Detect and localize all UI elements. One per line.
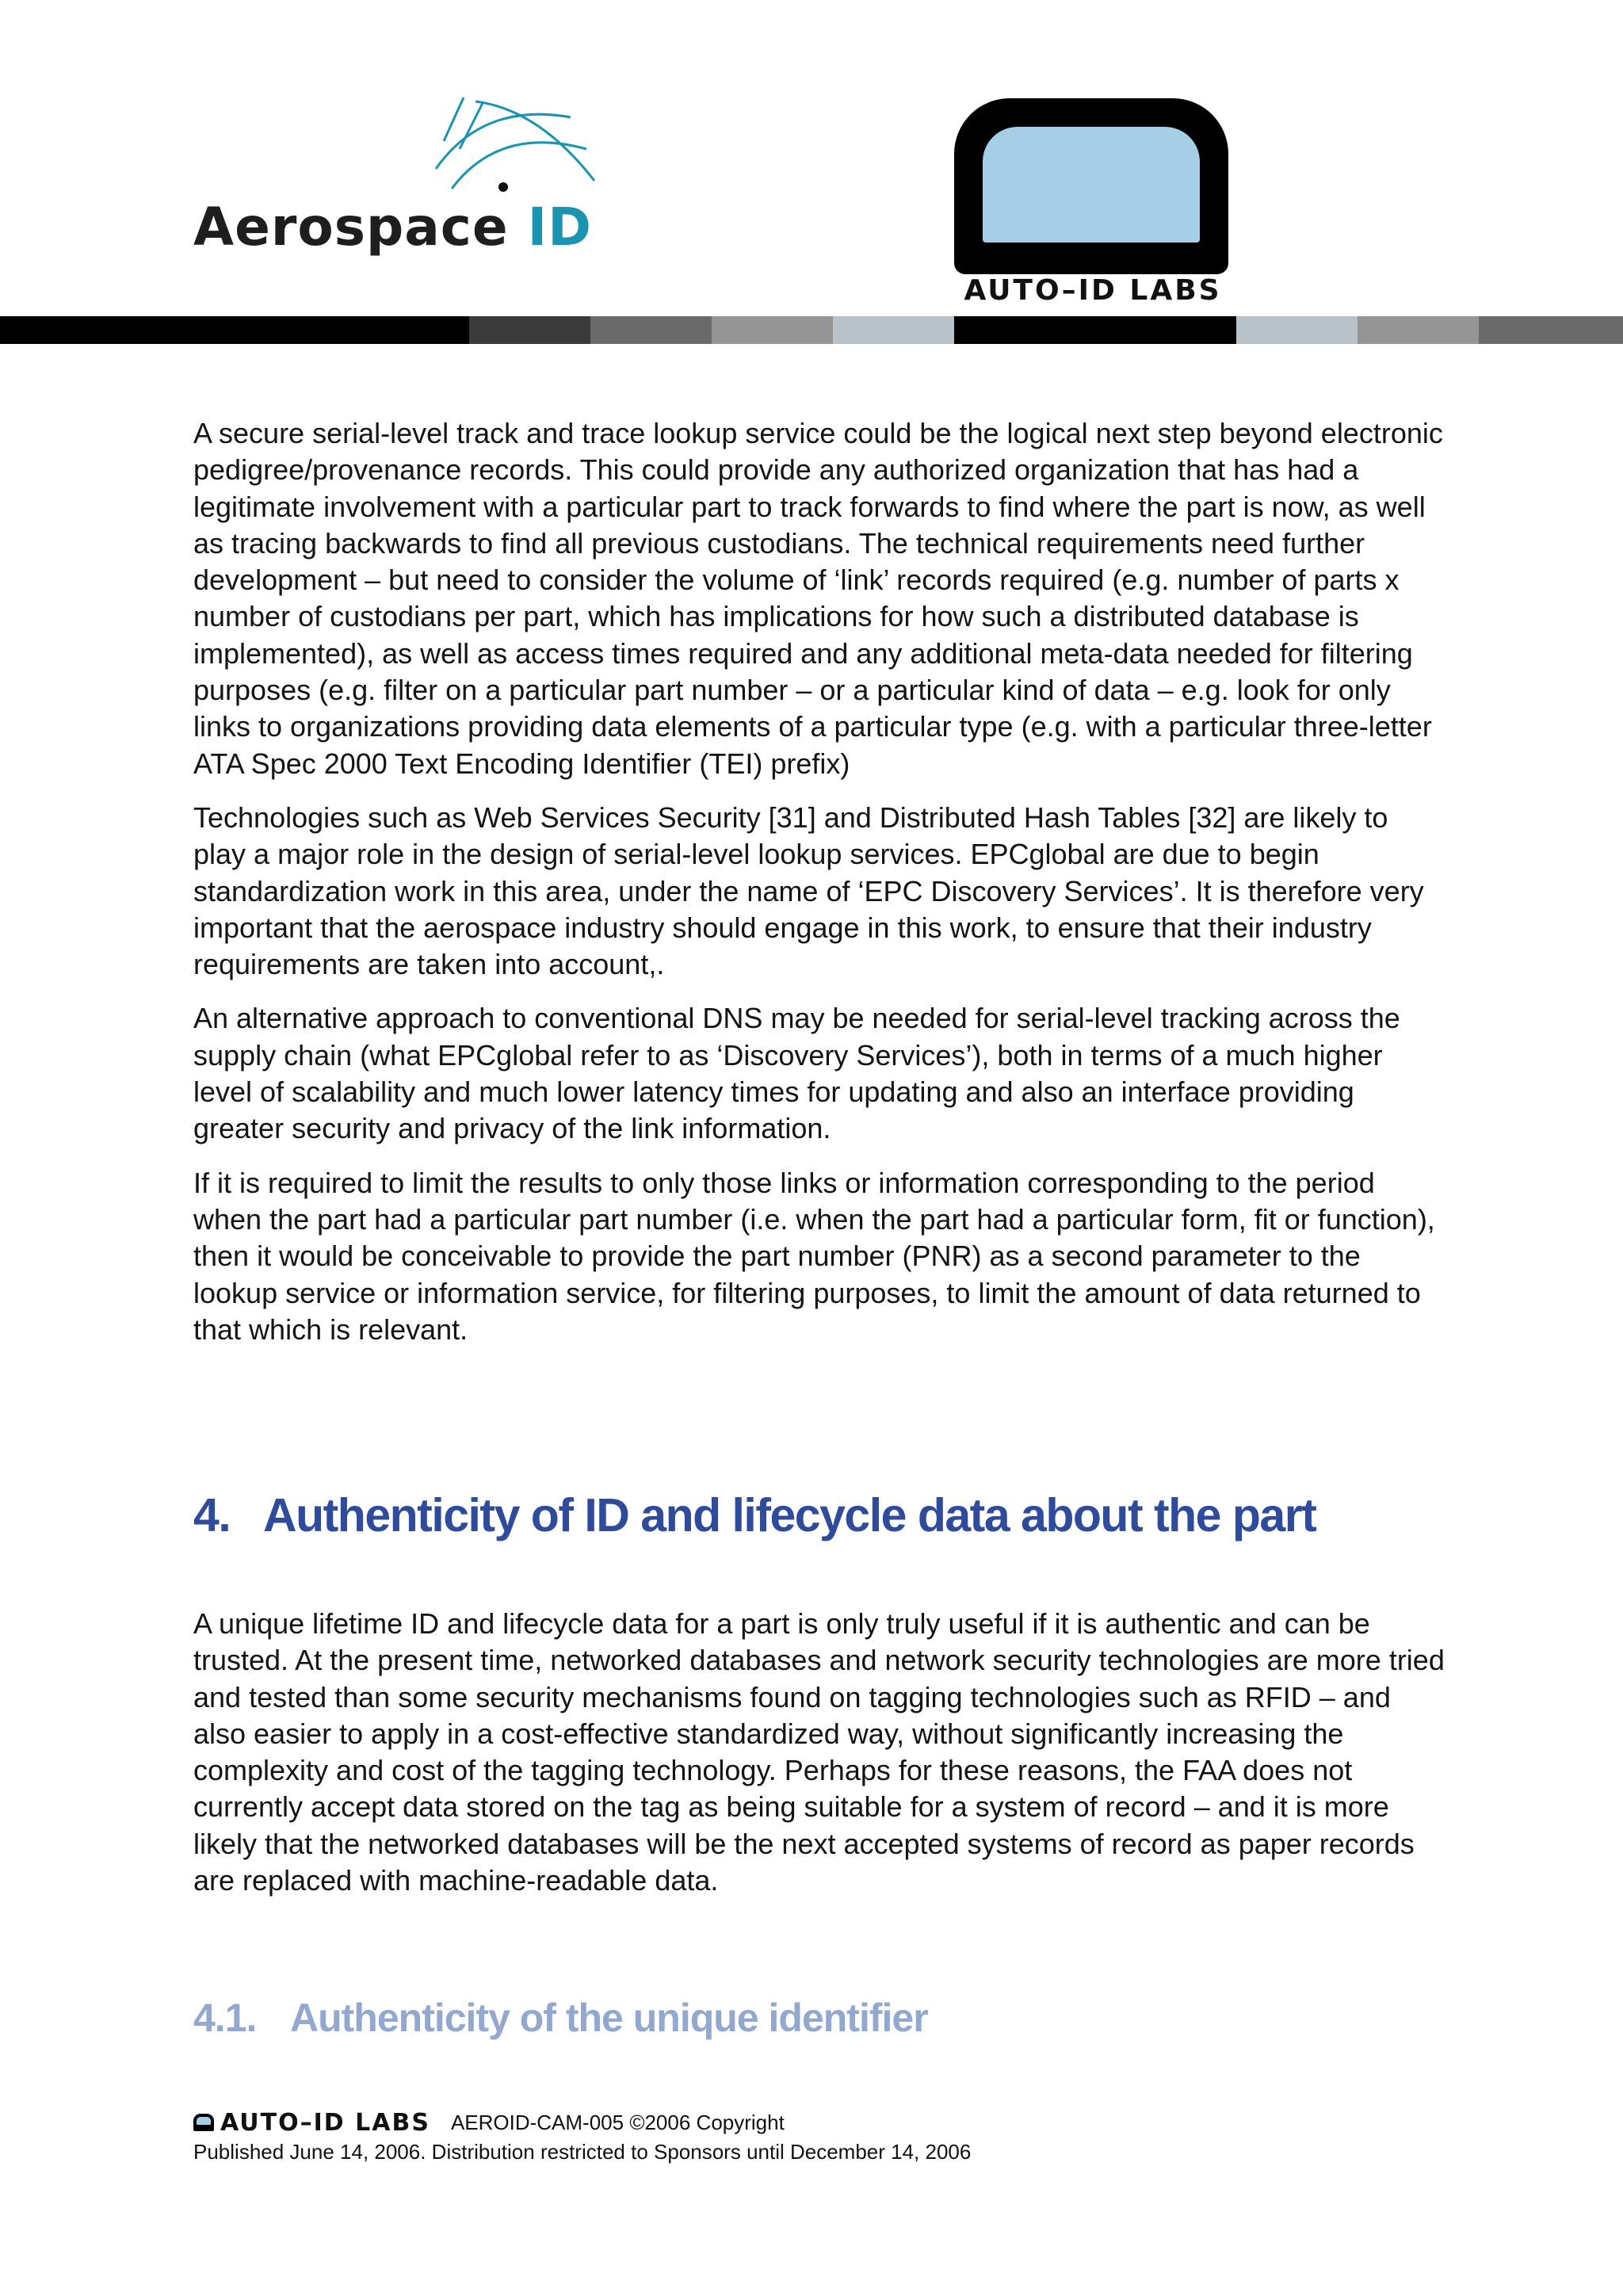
auto-id-small-icon xyxy=(193,2114,214,2131)
id-text: ID xyxy=(527,197,593,258)
aerospace-id-wordmark xyxy=(193,197,592,258)
stripe-segment xyxy=(954,316,1089,344)
stripe-segment xyxy=(833,316,954,344)
footer-copyright: AEROID-CAM-005 ©2006 Copyright xyxy=(450,2110,785,2134)
footer-logo-text: AUTO–ID LABS xyxy=(220,2108,430,2137)
section-heading xyxy=(193,1488,1316,1542)
swoosh-icon xyxy=(428,94,602,212)
stripe-segment xyxy=(155,316,311,344)
paragraph-authenticity: A unique lifetime ID and lifecycle data for a part is only truly useful if it is authentic and can be trusted. At the present time, networked databases and network security technologies are more tried and tested than some security mechanisms found on tagging technologies such as RFID – and also easier to apply in a cost-effective standardized way, without significantly increasing the complexity and cost of the tagging technology. Perhaps for these reasons, the FAA does not currently accept data stored on the tag as being suitable for a system of record – and it is more likely that the networked databases will be the next accepted systems of record as paper records are replaced with machine-readable data. xyxy=(193,1607,1445,1897)
paragraph-dns-alternative: An alternative approach to conventional DNS may be needed for serial-level tracking across the supply chain (what EPCglobal refer to as ‘Discovery Services’), both in terms of a much higher level of scalability and much lower latency times for updating and also an interface providing greater security and privacy of the link information. xyxy=(193,1002,1400,1145)
auto-id-labs-wordmark: AUTO–ID LABS xyxy=(964,274,1222,307)
body-content xyxy=(193,415,1445,1366)
aerospace-text: Aerospace xyxy=(193,197,509,258)
paragraph-part-number-filter: If it is required to limit the results to only those links or information corresponding to the period when the part had a particular part number (i.e. when the part had a particular form, fit or function), then it would be conceivable to provide the part number (PNR) as a second parameter to the lookup service or information service, for filtering purposes, to limit the amount of data returned to that which is relevant. xyxy=(193,1166,1435,1346)
aerospace-id-logo xyxy=(190,94,602,268)
stripe-segment xyxy=(1089,316,1236,344)
stripe-segment xyxy=(311,316,469,344)
page-footer xyxy=(193,2107,1303,2164)
section-title: Authenticity of ID and lifecycle data about the part xyxy=(263,1489,1316,1541)
subsection-heading xyxy=(193,1995,928,2041)
paragraph-technologies: Technologies such as Web Services Security [31] and Distributed Hash Tables [32] are likely to play a major role in the design of serial-level lookup services. EPCglobal are due to begin standardization work in this area, under the name of ‘EPC Discovery Services’. It is therefore very important that the aerospace industry should engage in this work, to ensure that their industry requirements are taken into account,. xyxy=(193,800,1424,981)
auto-id-labs-logo xyxy=(949,95,1236,309)
subsection-title: Authenticity of the unique identifier xyxy=(290,1996,928,2040)
paragraph-lookup-service: A secure serial-level track and trace lookup service could be the logical next step beyond electronic pedigree/provenance records. This could provide any authorized organization that has had a legitimate involvement with a particular part to track forwards to find where the part is now, as well as tracing backwards to find all previous custodians. The technical requirements need further development – but need to consider the volume of ‘link’ records required (e.g. number of parts x number of custodians per part, which has implications for how such a distributed database is implemented), as well as access times required and any additional meta-data needed for filtering purposes (e.g. filter on a particular part number – or a particular kind of data – e.g. look for only links to organizations providing data elements of a particular type (e.g. with a particular three-letter ATA Spec 2000 Text Encoding Identifier (TEI) prefix) xyxy=(193,417,1443,780)
stripe-segment xyxy=(1358,316,1479,344)
stripe-segment xyxy=(469,316,590,344)
footer-publication-note: Published June 14, 2006. Distribution restricted to Sponsors until December 14, 2006 xyxy=(193,2140,972,2164)
section-number: 4. xyxy=(193,1489,231,1541)
stripe-segment xyxy=(1479,316,1623,344)
stripe-segment xyxy=(590,316,712,344)
auto-id-badge-icon xyxy=(954,98,1228,274)
stripe-segment xyxy=(0,316,155,344)
subsection-number: 4.1. xyxy=(193,1996,257,2040)
stripe-segment xyxy=(1236,316,1358,344)
stripe-segment xyxy=(712,316,833,344)
header-stripe xyxy=(0,316,1623,344)
